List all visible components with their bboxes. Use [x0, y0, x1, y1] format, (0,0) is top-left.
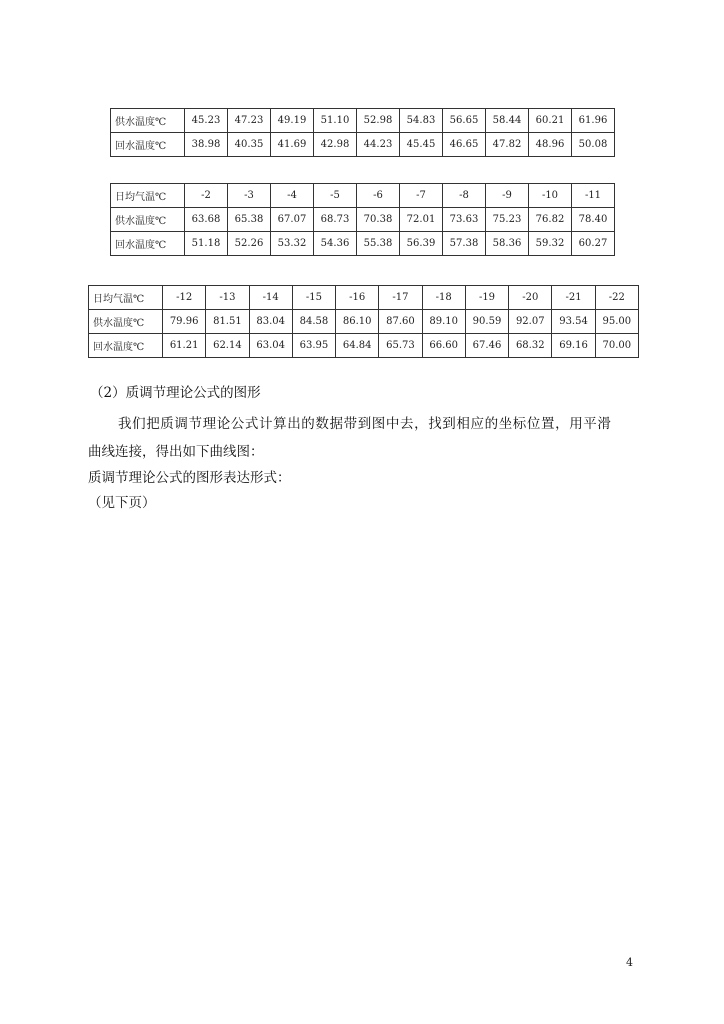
table-cell: 83.04 [249, 310, 292, 334]
table-cell: 47.23 [228, 109, 271, 133]
table-row [89, 310, 639, 334]
table-cell: 86.10 [336, 310, 379, 334]
row-label: 供水温度℃ [89, 310, 163, 334]
table-cell: -22 [595, 286, 638, 310]
table-cell: 42.98 [314, 133, 357, 157]
body-paragraph-line: 质调节理论公式的图形表达形式： [88, 470, 291, 486]
table-cell: 66.60 [422, 334, 465, 358]
table-cell: 75.23 [486, 208, 529, 232]
table-cell: 45.45 [400, 133, 443, 157]
table-cell: 61.96 [572, 109, 615, 133]
row-label: 供水温度℃ [111, 109, 185, 133]
table-cell: 81.51 [206, 310, 249, 334]
table-cell: 44.23 [357, 133, 400, 157]
table-cell: 51.18 [185, 232, 228, 256]
table-cell: -8 [443, 184, 486, 208]
table-cell: 73.63 [443, 208, 486, 232]
table-cell: 58.44 [486, 109, 529, 133]
table-cell: 76.82 [529, 208, 572, 232]
table-row [111, 109, 615, 133]
see-next-page-note: （见下页） [88, 495, 156, 511]
table-cell: 84.58 [292, 310, 335, 334]
table-cell: -18 [422, 286, 465, 310]
table-cell: 93.54 [552, 310, 595, 334]
table-cell: 55.38 [357, 232, 400, 256]
table-cell: -16 [336, 286, 379, 310]
table-cell: -6 [357, 184, 400, 208]
table-cell: 56.65 [443, 109, 486, 133]
row-label: 供水温度℃ [111, 208, 185, 232]
table-cell: 72.01 [400, 208, 443, 232]
table-cell: 92.07 [509, 310, 552, 334]
table-cell: -3 [228, 184, 271, 208]
table-row [89, 334, 639, 358]
table-cell: 89.10 [422, 310, 465, 334]
table-row [111, 208, 615, 232]
table-cell: -5 [314, 184, 357, 208]
table-cell: 78.40 [572, 208, 615, 232]
table-cell: 79.96 [163, 310, 206, 334]
table-cell: 63.95 [292, 334, 335, 358]
table-cell: 54.36 [314, 232, 357, 256]
table-cell: 70.38 [357, 208, 400, 232]
table-cell: -9 [486, 184, 529, 208]
supply-return-temp-table-2 [110, 183, 615, 256]
table-cell: 50.08 [572, 133, 615, 157]
table-cell: -21 [552, 286, 595, 310]
table-cell: 45.23 [185, 109, 228, 133]
table-cell: -4 [271, 184, 314, 208]
table-cell: 46.65 [443, 133, 486, 157]
table-cell: -19 [465, 286, 508, 310]
table-cell: 69.16 [552, 334, 595, 358]
row-label: 回水温度℃ [89, 334, 163, 358]
table-cell: 68.32 [509, 334, 552, 358]
table-cell: -14 [249, 286, 292, 310]
body-paragraph-line: 曲线连接，得出如下曲线图： [88, 444, 264, 460]
table-cell: 53.32 [271, 232, 314, 256]
table-cell: 60.21 [529, 109, 572, 133]
table-cell: 90.59 [465, 310, 508, 334]
table-cell: 95.00 [595, 310, 638, 334]
table-cell: 41.69 [271, 133, 314, 157]
table-cell: 48.96 [529, 133, 572, 157]
table-cell: 70.00 [595, 334, 638, 358]
table-row [111, 184, 615, 208]
table-cell: -13 [206, 286, 249, 310]
table-cell: 87.60 [379, 310, 422, 334]
table-row [89, 286, 639, 310]
table-cell: 67.07 [271, 208, 314, 232]
table-cell: 58.36 [486, 232, 529, 256]
table-cell: 57.38 [443, 232, 486, 256]
table-cell: 38.98 [185, 133, 228, 157]
table-cell: -10 [529, 184, 572, 208]
page-number: 4 [626, 956, 633, 969]
table-cell: 52.98 [357, 109, 400, 133]
table-cell: 63.68 [185, 208, 228, 232]
row-label: 日均气温℃ [89, 286, 163, 310]
row-label: 日均气温℃ [111, 184, 185, 208]
table-cell: -2 [185, 184, 228, 208]
table-cell: 54.83 [400, 109, 443, 133]
table-cell: 56.39 [400, 232, 443, 256]
table-cell: -15 [292, 286, 335, 310]
table-cell: 52.26 [228, 232, 271, 256]
table-cell: 62.14 [206, 334, 249, 358]
section-heading: （2）质调节理论公式的图形 [90, 385, 261, 401]
table-cell: 67.46 [465, 334, 508, 358]
table-cell: -7 [400, 184, 443, 208]
table-cell: -11 [572, 184, 615, 208]
table-cell: 61.21 [163, 334, 206, 358]
table-row [111, 133, 615, 157]
row-label: 回水温度℃ [111, 133, 185, 157]
table-cell: -12 [163, 286, 206, 310]
table-cell: 68.73 [314, 208, 357, 232]
supply-return-temp-table-3 [88, 285, 639, 358]
table-cell: 65.73 [379, 334, 422, 358]
table-cell: 64.84 [336, 334, 379, 358]
table-cell: 65.38 [228, 208, 271, 232]
table-cell: -20 [509, 286, 552, 310]
table-cell: 47.82 [486, 133, 529, 157]
table-cell: -17 [379, 286, 422, 310]
table-cell: 63.04 [249, 334, 292, 358]
table-row [111, 232, 615, 256]
row-label: 回水温度℃ [111, 232, 185, 256]
table-cell: 60.27 [572, 232, 615, 256]
table-cell: 51.10 [314, 109, 357, 133]
body-paragraph-line: 我们把质调节理论公式计算出的数据带到图中去，找到相应的坐标位置，用平滑 [118, 416, 612, 432]
table-cell: 40.35 [228, 133, 271, 157]
table-cell: 49.19 [271, 109, 314, 133]
supply-return-temp-table-1 [110, 108, 615, 157]
table-cell: 59.32 [529, 232, 572, 256]
